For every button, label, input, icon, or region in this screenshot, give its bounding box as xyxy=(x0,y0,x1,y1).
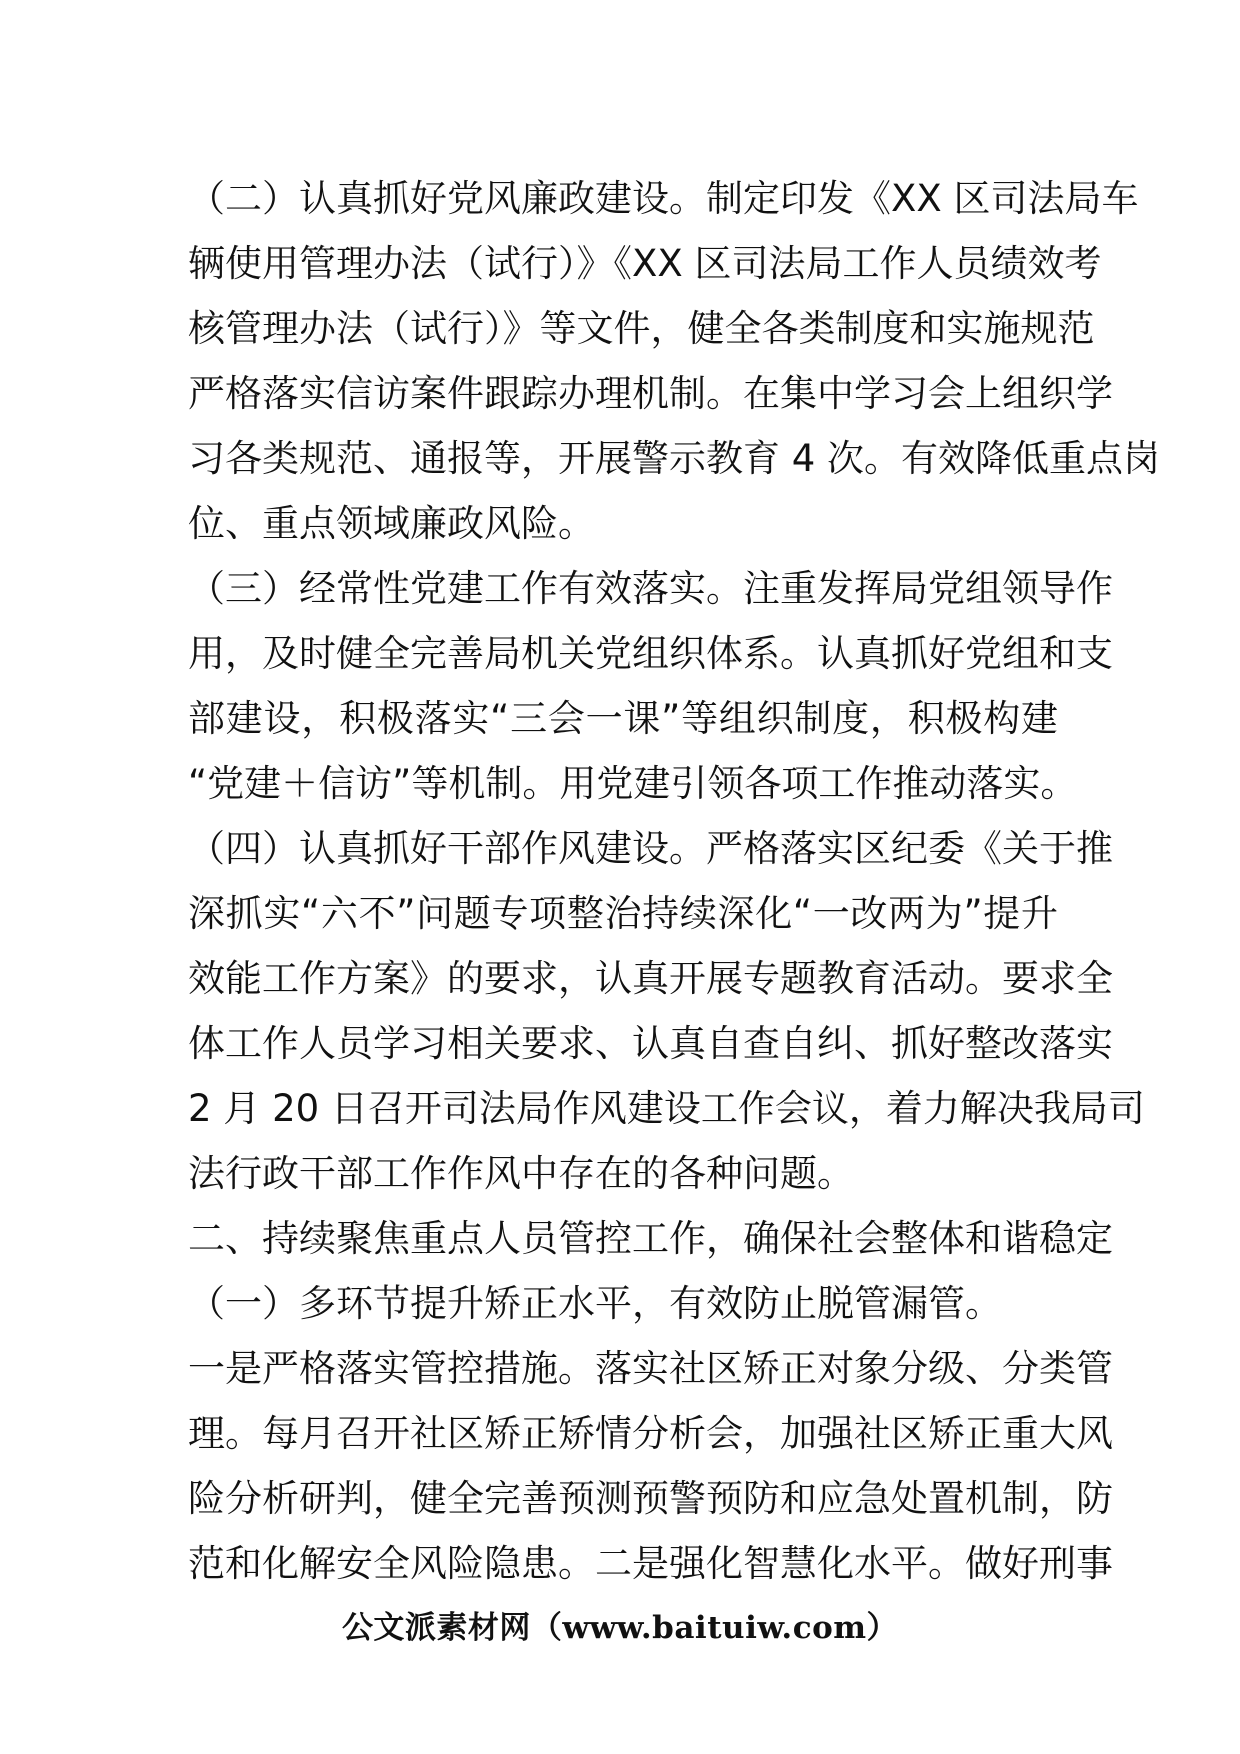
text-line: 效能工作方案》的要求，认真开展专题教育活动。要求全 xyxy=(188,957,1113,1000)
text-line: 核管理办法（试行）》等文件，健全各类制度和实施规范 xyxy=(188,307,1095,350)
text-line: （四）认真抓好干部作风建设。严格落实区纪委《关于推 xyxy=(188,827,1113,870)
text-line: 2 月 20 日召开司法局作风建设工作会议，着力解决我局司 xyxy=(188,1087,1145,1130)
text-line: 一是严格落实管控措施。落实社区矫正对象分级、分类管 xyxy=(188,1347,1113,1390)
text-line: 体工作人员学习相关要求、认真自查自纠、抓好整改落实 xyxy=(188,1022,1113,1065)
text-line: 范和化解安全风险隐患。二是强化智慧化水平。做好刑事 xyxy=(188,1542,1113,1585)
text-line: 险分析研判，健全完善预测预警预防和应急处置机制，防 xyxy=(188,1477,1113,1520)
section-heading: 二、持续聚焦重点人员管控工作，确保社会整体和谐稳定 xyxy=(188,1217,1113,1260)
text-line: 用，及时健全完善局机关党组织体系。认真抓好党组和支 xyxy=(188,632,1113,675)
text-line: “党建＋信访”等机制。用党建引领各项工作推动落实。 xyxy=(188,762,1078,805)
text-line: 深抓实“六不”问题专项整治持续深化“一改两为”提升 xyxy=(188,892,1058,935)
text-line: （二）认真抓好党风廉政建设。制定印发《XX 区司法局车 xyxy=(188,177,1139,220)
text-line: 习各类规范、通报等，开展警示教育 4 次。有效降低重点岗 xyxy=(188,437,1161,480)
text-line: 严格落实信访案件跟踪办理机制。在集中学习会上组织学 xyxy=(188,372,1113,415)
text-line: 位、重点领域廉政风险。 xyxy=(188,502,595,545)
text-line: 理。每月召开社区矫正矫情分析会，加强社区矫正重大风 xyxy=(188,1412,1113,1455)
text-line: 法行政干部工作作风中存在的各种问题。 xyxy=(188,1152,854,1195)
text-line: 辆使用管理办法（试行）》《XX 区司法局工作人员绩效考 xyxy=(188,242,1102,285)
text-line: （三）经常性党建工作有效落实。注重发挥局党组领导作 xyxy=(188,567,1113,610)
document-body xyxy=(188,166,1161,1596)
text-line: 部建设，积极落实“三会一课”等组织制度，积极构建 xyxy=(188,697,1058,740)
subsection-heading: （一）多环节提升矫正水平，有效防止脱管漏管。 xyxy=(188,1282,1002,1325)
footer-watermark: 公文派素材网（www.baituiw.com） xyxy=(341,1610,899,1646)
